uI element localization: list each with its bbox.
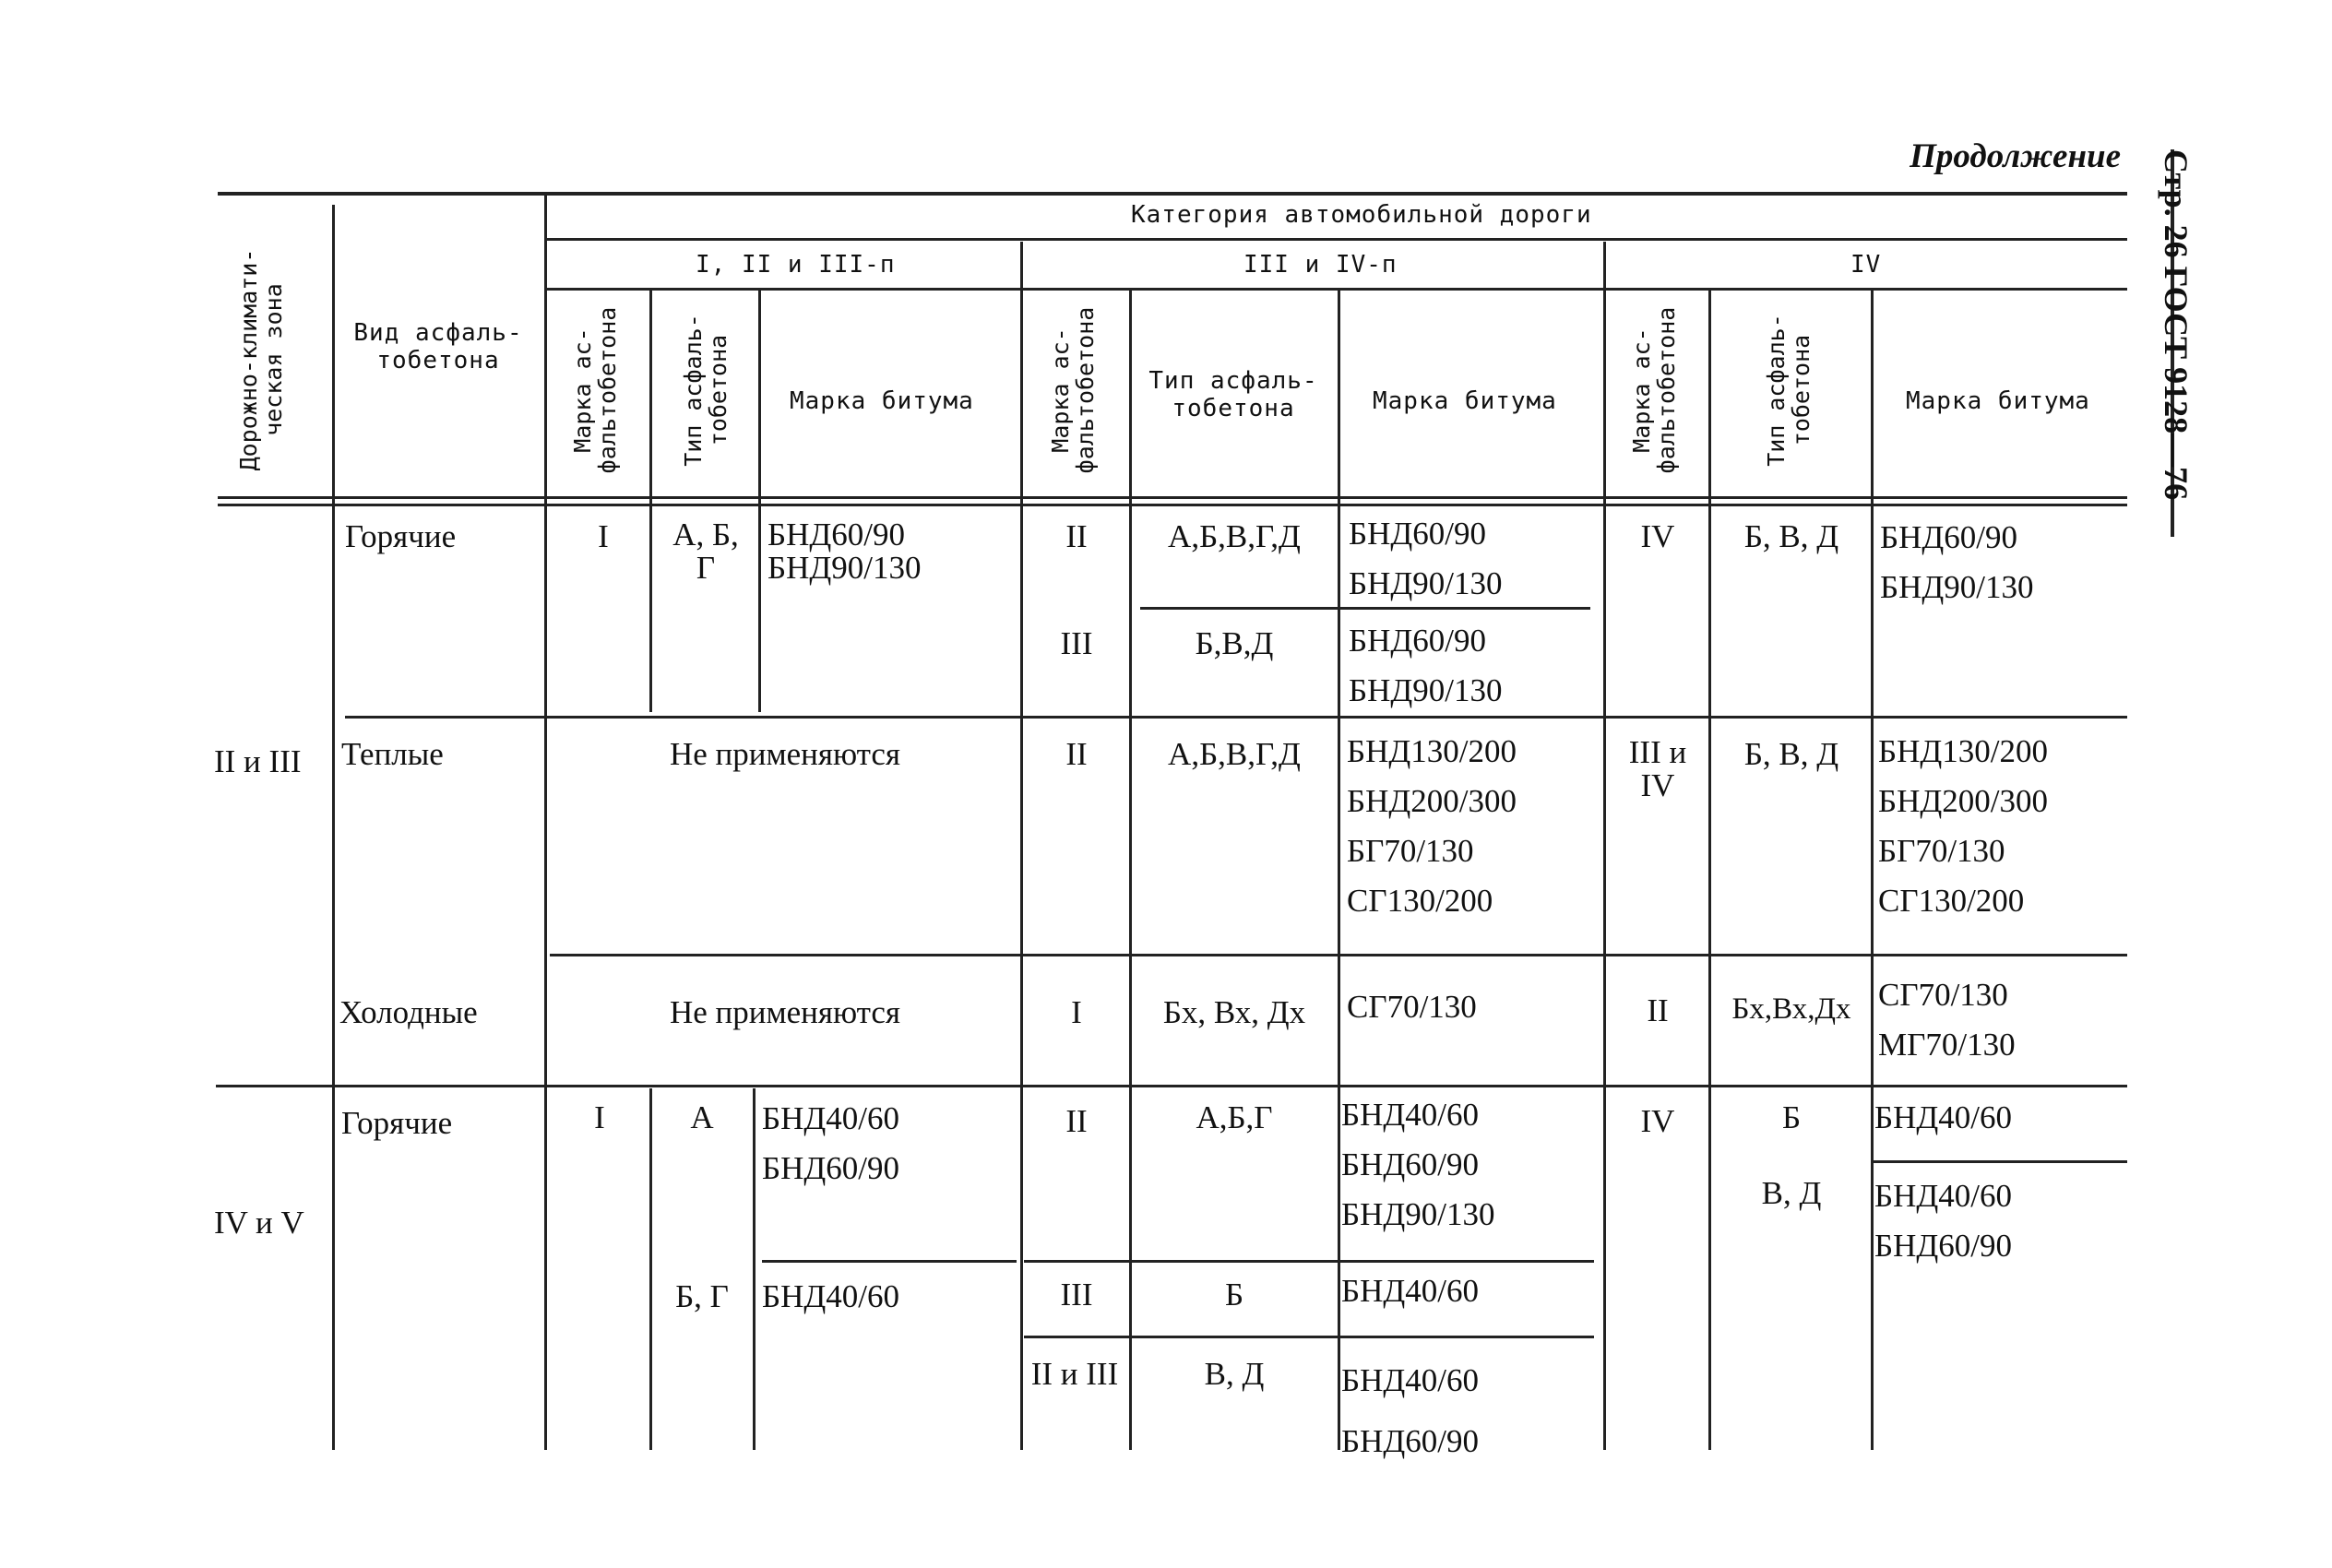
vline-type [544, 196, 547, 1450]
hot1-g3-mark: IV [1640, 518, 1675, 554]
row-sep-zone [216, 1085, 2127, 1087]
header-asphalt-type: Вид асфаль- тобетона [353, 319, 523, 374]
header-zone: Дорожно-климати- ческая зона [235, 248, 287, 471]
vline-g1-mark [649, 288, 652, 712]
header-g2-mark: Марка ас- фальтобетона [1047, 306, 1099, 474]
hot1-g1-type: А, Б, Г [672, 517, 739, 586]
header-g1-mark: Марка ас- фальтобетона [569, 306, 621, 474]
hot2-g3-mark: IV [1640, 1103, 1675, 1139]
header-category: Категория автомобильной дороги [1131, 201, 1592, 229]
hot2-g2c-mark: II и III [1030, 1356, 1119, 1392]
zone-ii-iii: II и III [214, 743, 302, 779]
hot2-g2b-mark: III [1060, 1277, 1093, 1313]
hot1-g1-mark: I [598, 518, 609, 554]
header-group-2: III и IV-п [1243, 251, 1398, 279]
hot1-g2a-type: А,Б,В,Г,Д [1168, 518, 1301, 554]
cold-g3-mark: II [1647, 992, 1669, 1028]
hot1-type: Горячие [345, 518, 457, 554]
cold-g3-bitumen: СГ70/130 МГ70/130 [1878, 977, 2016, 1063]
cold-not-used: Не применяются [669, 994, 901, 1030]
header-g1-type: Тип асфаль- тобетона [680, 314, 732, 467]
hot2-g3a-type: Б [1781, 1099, 1802, 1135]
hot2-g2c-type: В, Д [1204, 1356, 1265, 1392]
row-sep-warm-cold [550, 954, 2127, 956]
header-group-1: I, II и III-п [696, 251, 896, 279]
row-sep-hot2-g2b [1024, 1336, 1594, 1338]
warm-g3-mark: III и IV [1628, 734, 1687, 803]
header-rule-2 [218, 504, 2127, 506]
hot2-g3a-bitumen: БНД40/60 [1874, 1099, 2012, 1135]
header-rule-1 [218, 496, 2127, 499]
hot2-type: Горячие [341, 1105, 453, 1141]
header-group-3: IV [1850, 251, 1882, 279]
row-sep-hot-warm [345, 716, 2127, 719]
top-rule [218, 192, 2127, 196]
category-rule [544, 238, 2127, 241]
hot2-g1a-bitumen: БНД40/60 БНД60/90 [762, 1100, 899, 1186]
hot1-g2b-mark: III [1060, 625, 1093, 661]
page-number-label: Стр. 26 ГОСТ 9128—76 [2158, 149, 2195, 501]
row-sep-hot2-g3 [1871, 1160, 2127, 1163]
hot2-g2c-bitumen: БНД40/60 БНД60/90 [1341, 1362, 1479, 1459]
continuation-label: Продолжение [1910, 137, 2121, 175]
cold-g2-mark: I [1071, 994, 1082, 1030]
cold-g2-type: Бх, Вх, Дх [1162, 994, 1306, 1030]
hot1-g3-bitumen: БНД60/90 БНД90/130 [1880, 519, 2034, 605]
hot2-g2a-bitumen: БНД40/60 БНД60/90 БНД90/130 [1341, 1097, 1495, 1232]
warm-g3-type: Б, В, Д [1743, 736, 1839, 772]
cold-g3-type: Бх,Вх,Дх [1731, 992, 1851, 1026]
cold-g2-bitumen: СГ70/130 [1347, 989, 1477, 1025]
header-g3-type: Тип асфаль- тобетона [1763, 314, 1814, 467]
hot2-g3b-type: В, Д [1761, 1175, 1822, 1211]
hot2-g3b-bitumen: БНД40/60 БНД60/90 [1874, 1178, 2012, 1264]
group-rule [544, 288, 2127, 291]
cold-type: Холодные [339, 994, 478, 1030]
row-sep-hot2-g2a [1024, 1260, 1594, 1263]
header-g2-type: Тип асфаль- тобетона [1148, 367, 1318, 422]
vline-g1-type [758, 288, 761, 712]
hot1-g2a-bitumen: БНД60/90 БНД90/130 [1349, 516, 1503, 601]
vline-g3 [1603, 242, 1606, 1450]
hot1-g2b-type: Б,В,Д [1195, 625, 1274, 661]
vline-g2-mark [1129, 288, 1132, 1450]
header-g3-bitumen: Марка битума [1906, 387, 2090, 415]
vline-g2-type [1338, 288, 1340, 1450]
warm-g2-mark: II [1065, 736, 1088, 772]
hot2-g2b-type: Б [1224, 1277, 1244, 1313]
hot2-g1a-type: А [690, 1099, 714, 1135]
hot1-g2a-mark: II [1065, 518, 1088, 554]
warm-type: Теплые [341, 736, 444, 772]
vline-g3-mark [1708, 288, 1711, 1450]
vline-g3-type [1871, 288, 1874, 1450]
header-g3-mark: Марка ас- фальтобетона [1628, 306, 1680, 474]
header-g2-bitumen: Марка битума [1373, 387, 1557, 415]
hot2-g1-mark: I [594, 1099, 605, 1135]
vline-g1-mark-2 [649, 1088, 652, 1450]
hot2-g2a-type: А,Б,Г [1196, 1099, 1273, 1135]
vline-g2 [1020, 242, 1023, 1450]
hot2-g1b-bitumen: БНД40/60 [762, 1278, 899, 1314]
hot1-g2b-bitumen: БНД60/90 БНД90/130 [1349, 623, 1503, 708]
header-g1-bitumen: Марка битума [790, 387, 974, 415]
warm-not-used: Не применяются [669, 736, 901, 772]
hot2-g2b-bitumen: БНД40/60 [1341, 1273, 1479, 1309]
vline-zone [332, 205, 335, 1450]
side-header [2159, 149, 2232, 546]
vline-g1-type-2 [753, 1088, 756, 1450]
hot1-g3-type: Б, В, Д [1743, 518, 1839, 554]
hot1-g1-bitumen: БНД60/90 БНД90/130 [767, 517, 922, 586]
warm-g3-bitumen: БНД130/200 БНД200/300 БГ70/130 СГ130/200 [1878, 733, 2048, 919]
hot2-g1b-type: Б, Г [675, 1278, 729, 1314]
zone-iv-v: IV и V [214, 1205, 304, 1241]
hot2-g2a-mark: II [1065, 1103, 1088, 1139]
row-sep-hot2-g1 [762, 1260, 1017, 1263]
warm-g2-type: А,Б,В,Г,Д [1168, 736, 1301, 772]
warm-g2-bitumen: БНД130/200 БНД200/300 БГ70/130 СГ130/200 [1347, 733, 1517, 919]
